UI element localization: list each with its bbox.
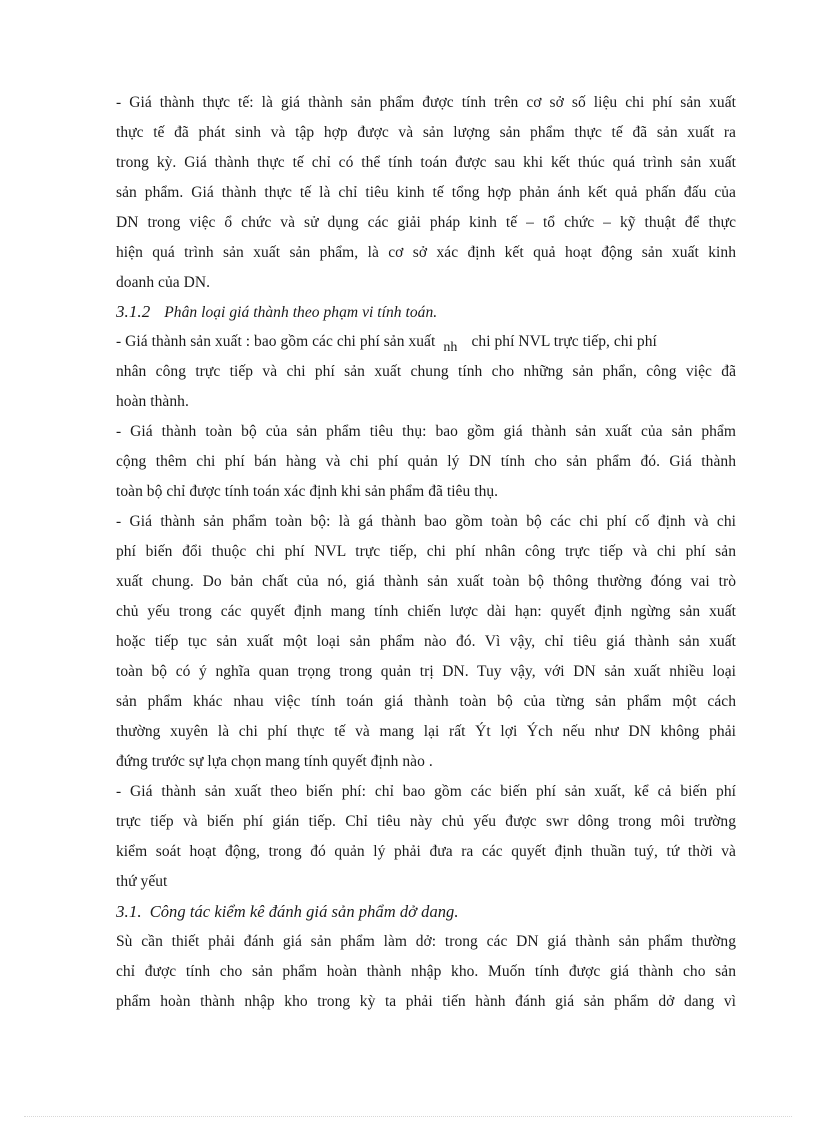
text-line: chủ yếu trong các quyết định mang tính chiến lược dài hạn: quyết định ngừng sản xuất <box>116 603 736 620</box>
text-line: xuất chung. Do bản chất của nó, giá thành sản xuất toàn bộ thông thường đóng vai trò <box>116 573 736 590</box>
page-bottom-divider <box>24 1116 792 1117</box>
text-line: sản phẩm. Giá thành thực tế là chỉ tiêu kinh tế tổng hợp phản ánh kết quả phấn đấu của <box>116 184 736 201</box>
text-line: toàn bộ có ý nghĩa quan trọng trong quản trị DN. Tuy vậy, với DN sản xuất nhiều loại <box>116 663 736 680</box>
text-line: kiểm soát hoạt động, trong đó quản lý phải đưa ra các quyết định thuần tuý, tứ thời và <box>116 843 736 860</box>
section-number: 3.1. <box>116 902 142 921</box>
text-line: toàn bộ chỉ được tính toán xác định khi sản phẩm đã tiêu thụ. <box>116 483 499 500</box>
text-line: cộng thêm chi phí bán hàng và chi phí quản lý DN tính cho sản phẩm đó. Giá thành <box>116 453 736 470</box>
text-line: DN trong việc ổ chức và sử dụng các giải pháp kinh tế – tổ chức – kỹ thuật để thực <box>116 214 736 231</box>
text-line-with-subscript <box>116 332 736 353</box>
section-heading-3-1 <box>116 902 736 923</box>
text-line: sản phẩm khác nhau việc tính toán giá thành toàn bộ của từng sản phẩm một cách <box>116 693 736 710</box>
text-line: Sù cần thiết phải đánh giá sản phẩm làm dở: trong các DN giá thành sản phẩm thường <box>116 933 736 950</box>
text-line: trực tiếp và biến phí gián tiếp. Chỉ tiêu này chủ yếu được swr dông trong môi trường <box>116 813 736 830</box>
text-segment: chi phí NVL trực tiếp, chi phí <box>471 333 657 350</box>
text-line: - Giá thành thực tế: là giá thành sản phẩm được tính trên cơ sở số liệu chi phí sản xuất <box>116 94 736 111</box>
text-line: thường xuyên là chi phí thực tế và mang lại rất Ýt lợi Ých nếu như DN không phải <box>116 723 736 740</box>
text-line: nhân công trực tiếp và chi phí sản xuất chung tính cho những sản phẩn, công việc đã <box>116 363 736 380</box>
section-title: Công tác kiểm kê đánh giá sản phẩm dở dang. <box>149 902 459 921</box>
text-line: trong kỳ. Giá thành thực tế chỉ có thể tính toán được sau khi kết thúc quá trình sản xuất <box>116 154 736 171</box>
text-line: chỉ được tính cho sản phẩm hoàn thành nhập kho. Muốn tính được giá thành cho sản <box>116 963 736 980</box>
text-line: hoặc tiếp tục sản xuất một loại sản phẩm nào đó. Vì vậy, chỉ tiêu giá thành sản xuất <box>116 633 736 650</box>
text-line: thực tế đã phát sinh và tập hợp được và sản lượng sản phẩm thực tế đã sản xuất ra <box>116 124 736 141</box>
text-line: phí biến đổi thuộc chi phí NVL trực tiếp, chi phí nhân công trực tiếp và chi phí sản <box>116 543 736 560</box>
text-line: phẩm hoàn thành nhập kho trong kỳ ta phải tiến hành đánh giá sản phẩm dở dang vì <box>116 993 736 1010</box>
text-line: - Giá thành sản xuất theo biến phí: chỉ bao gồm các biến phí sản xuất, kể cả biến phí <box>116 783 736 800</box>
section-title: Phân loại giá thành theo phạm vi tính toán. <box>164 304 438 321</box>
text-line: thứ yếut <box>116 873 168 890</box>
text-line: hiện quá trình sản xuất sản phẩm, là cơ sở xác định kết quả hoạt động sản xuất kinh <box>116 244 736 261</box>
section-heading-3-1-2 <box>116 302 736 323</box>
text-line: đứng trước sự lựa chọn mang tính quyết định nào . <box>116 753 433 770</box>
text-segment: - Giá thành sản xuất : bao gồm các chi phí sản xuất <box>116 333 436 350</box>
section-number: 3.1.2 <box>116 302 151 321</box>
text-line: - Giá thành sản phẩm toàn bộ: là gá thành bao gồm toàn bộ các chi phí cố định và chi <box>116 513 736 530</box>
text-line: doanh của DN. <box>116 274 211 291</box>
subscript-mark: nh <box>443 340 458 355</box>
text-line: hoàn thành. <box>116 393 189 410</box>
text-line: - Giá thành toàn bộ của sản phẩm tiêu thụ: bao gồm giá thành sản xuất của sản phẩm <box>116 423 736 440</box>
